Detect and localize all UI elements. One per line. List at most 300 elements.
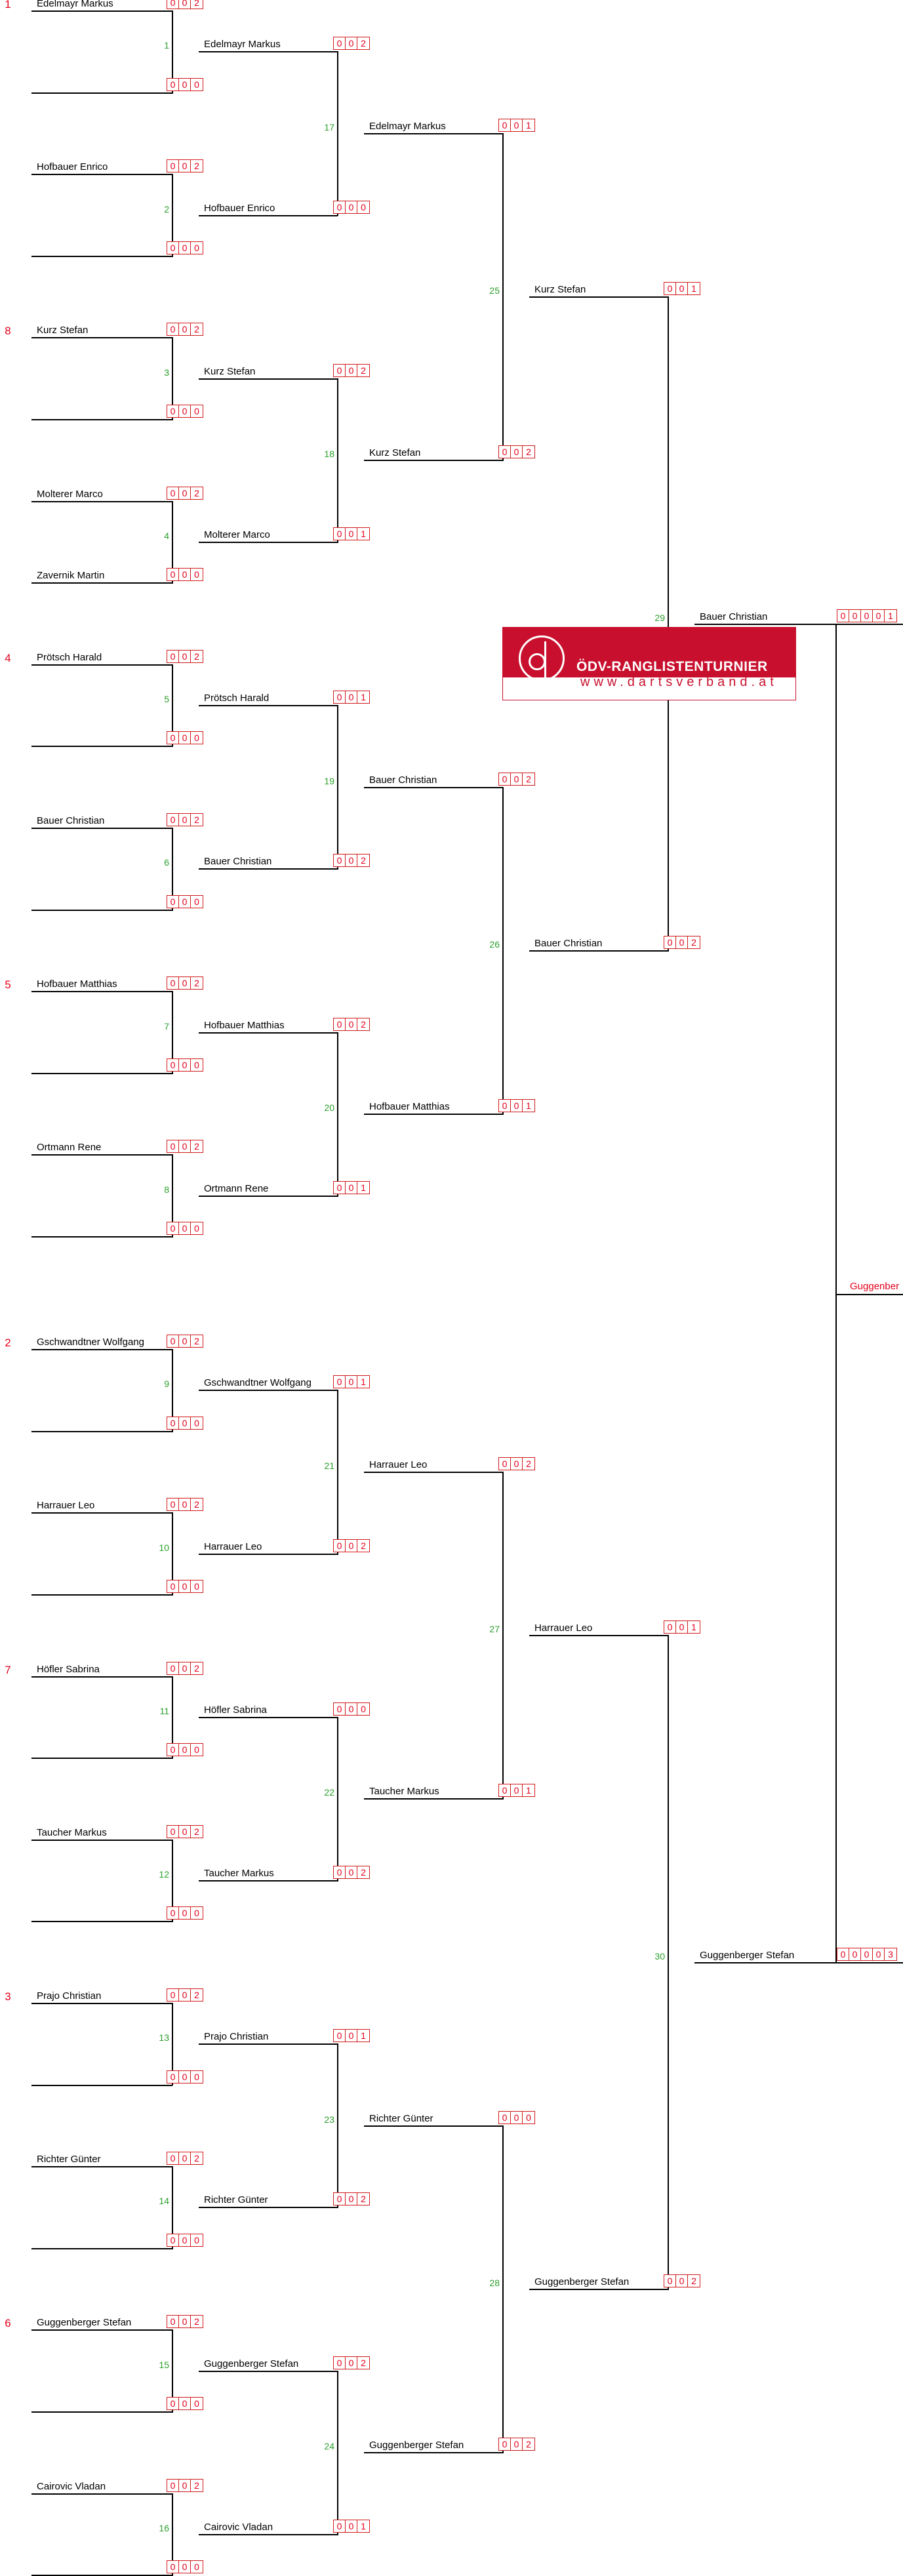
score-digit: 0	[179, 1417, 191, 1429]
score-box	[664, 2274, 700, 2287]
match-number: 23	[308, 2114, 334, 2125]
score-digit: 0	[179, 1662, 191, 1674]
match-line-bottom	[199, 542, 338, 543]
score-digit: 0	[191, 1417, 203, 1429]
score-digit: 2	[191, 1826, 203, 1838]
match-line-top	[364, 1472, 503, 1473]
match-line-bottom	[199, 1554, 338, 1555]
match-line-bottom	[31, 1073, 172, 1074]
match-line-top	[31, 1154, 172, 1156]
score-digit: 0	[334, 1866, 346, 1878]
score-digit: 0	[167, 1140, 179, 1152]
score-digit: 0	[179, 242, 191, 254]
match-line-top	[31, 2493, 172, 2495]
score-digit: 0	[191, 1059, 203, 1071]
score-digit: 0	[334, 1703, 346, 1715]
score-digit: 0	[499, 2438, 511, 2450]
score-digit: 0	[179, 0, 191, 9]
score-digit: 0	[334, 2193, 346, 2205]
match-number: 8	[143, 1184, 169, 1195]
final-line-bottom	[694, 1962, 903, 1963]
score-digit: 2	[191, 1335, 203, 1347]
score-digit: 0	[191, 2398, 203, 2409]
score-digit: 0	[167, 1059, 179, 1071]
player-name: Prötsch Harald	[37, 652, 102, 663]
score-digit: 0	[179, 2071, 191, 2083]
score-digit: 2	[357, 1866, 369, 1878]
score-digit: 0	[357, 1703, 369, 1715]
match-line-bottom	[31, 2411, 172, 2413]
score-box	[498, 1457, 535, 1470]
player-name: Guggenberger Stefan	[369, 2440, 464, 2451]
score-digit: 0	[179, 1826, 191, 1838]
match-line-bottom	[199, 868, 338, 870]
score-digit: 0	[334, 365, 346, 376]
match-number: 18	[308, 449, 334, 459]
score-digit: 1	[357, 1182, 369, 1194]
score-box	[167, 2234, 203, 2247]
player-name: Guggenberger Stefan	[204, 2358, 298, 2369]
match-line-top	[31, 2166, 172, 2167]
match-line-top	[199, 51, 338, 52]
score-digit: 0	[167, 569, 179, 580]
match-line-bottom	[31, 582, 172, 584]
score-digit: 0	[179, 2316, 191, 2327]
match-line-top	[199, 2371, 338, 2372]
score-digit: 0	[346, 2357, 357, 2369]
score-digit: 0	[191, 1907, 203, 1919]
match-connector	[337, 705, 338, 870]
tournament-logo	[502, 627, 796, 700]
match-line-bottom	[199, 2207, 338, 2208]
score-box	[333, 2192, 370, 2205]
score-digit: 0	[179, 1140, 191, 1152]
match-line-bottom	[364, 460, 503, 461]
match-number: 28	[473, 2278, 500, 2288]
match-connector	[337, 2043, 338, 2208]
score-digit: 0	[523, 2112, 534, 2123]
score-box	[167, 78, 203, 91]
score-box	[167, 976, 203, 990]
match-line-bottom	[199, 2534, 338, 2535]
match-connector	[668, 296, 669, 952]
score-digit: 0	[334, 201, 346, 213]
match-line-top	[364, 2125, 503, 2127]
match-number: 17	[308, 122, 334, 132]
player-name: Ortmann Rene	[204, 1183, 268, 1194]
score-digit: 0	[167, 2071, 179, 2083]
seed-number: 1	[1, 0, 15, 10]
score-digit: 0	[167, 1989, 179, 2001]
match-line-bottom	[199, 1196, 338, 1197]
player-name: Kurz Stefan	[204, 366, 255, 377]
score-digit: 0	[191, 896, 203, 908]
score-digit: 0	[167, 1222, 179, 1234]
score-digit: 0	[167, 1826, 179, 1838]
match-number: 21	[308, 1460, 334, 1471]
score-digit: 0	[167, 1499, 179, 1510]
player-name: Edelmayr Markus	[37, 0, 113, 9]
player-name: Höfler Sabrina	[204, 1704, 267, 1716]
match-line-top	[31, 2329, 172, 2331]
match-connector	[502, 2125, 504, 2453]
score-digit: 0	[861, 610, 873, 622]
score-digit: 0	[676, 1621, 688, 1633]
match-number: 16	[143, 2523, 169, 2533]
score-box	[498, 445, 535, 458]
match-line-top	[31, 1512, 172, 1514]
score-digit: 0	[167, 651, 179, 662]
score-digit: 1	[688, 283, 700, 294]
final-connector	[835, 624, 837, 1963]
match-line-bottom	[31, 2248, 172, 2249]
score-digit: 0	[346, 855, 357, 866]
darts-verband-emblem-icon	[519, 635, 565, 681]
match-line-top	[364, 133, 503, 134]
score-box	[167, 1988, 203, 2002]
score-digit: 0	[167, 1580, 179, 1592]
score-digit: 0	[179, 896, 191, 908]
score-digit: 0	[179, 160, 191, 172]
score-box	[167, 1140, 203, 1153]
score-digit: 0	[191, 1744, 203, 1756]
score-digit: 0	[167, 79, 179, 91]
match-number: 12	[143, 1869, 169, 1880]
player-name: Kurz Stefan	[534, 284, 586, 295]
match-line-bottom	[31, 419, 172, 420]
score-digit: 0	[511, 119, 523, 131]
score-box	[167, 1580, 203, 1593]
score-box	[333, 1539, 370, 1552]
score-digit: 0	[167, 2480, 179, 2491]
match-line-top	[199, 705, 338, 706]
score-digit: 0	[167, 242, 179, 254]
player-name: Harrauer Leo	[204, 1541, 262, 1552]
player-name: Guggenberger Stefan	[37, 2317, 131, 2328]
match-line-top	[31, 2003, 172, 2004]
match-number: 3	[143, 367, 169, 378]
score-digit: 0	[357, 201, 369, 213]
score-digit: 0	[334, 855, 346, 866]
score-digit: 0	[664, 936, 676, 948]
score-box	[167, 895, 203, 908]
score-digit: 2	[191, 814, 203, 826]
score-digit: 0	[664, 1621, 676, 1633]
score-digit: 0	[346, 1703, 357, 1715]
player-name: Hofbauer Enrico	[37, 161, 108, 172]
score-digit: 0	[346, 2030, 357, 2042]
score-digit: 0	[334, 1182, 346, 1194]
score-digit: 2	[191, 160, 203, 172]
score-digit: 0	[179, 2152, 191, 2164]
seed-number: 3	[1, 1991, 15, 2003]
seed-number: 6	[1, 2318, 15, 2329]
score-box	[167, 1825, 203, 1838]
match-line-top	[199, 1032, 338, 1034]
score-box	[167, 2479, 203, 2492]
score-box	[167, 2397, 203, 2410]
match-line-bottom	[199, 215, 338, 216]
score-box	[333, 691, 370, 704]
score-digit: 0	[499, 773, 511, 785]
match-line-top	[31, 1349, 172, 1350]
score-digit: 0	[179, 2480, 191, 2491]
score-digit: 0	[861, 1948, 873, 1960]
score-digit: 0	[346, 1376, 357, 1388]
score-digit: 0	[167, 1335, 179, 1347]
score-box	[167, 1058, 203, 1072]
score-digit: 2	[688, 936, 700, 948]
score-box	[333, 2029, 370, 2042]
score-digit: 0	[837, 1948, 849, 1960]
score-digit: 0	[334, 37, 346, 49]
score-digit: 0	[334, 528, 346, 540]
score-digit: 0	[167, 1744, 179, 1756]
score-digit: 0	[837, 610, 849, 622]
score-digit: 0	[179, 1989, 191, 2001]
score-digit: 2	[191, 2152, 203, 2164]
player-name: Bauer Christian	[534, 938, 602, 949]
score-digit: 2	[191, 487, 203, 499]
match-number: 10	[143, 1542, 169, 1553]
match-number: 26	[473, 939, 500, 950]
logo-url: www.dartsverband.at	[580, 675, 778, 690]
score-box	[498, 2438, 535, 2451]
match-line-top	[199, 1717, 338, 1718]
player-name: Kurz Stefan	[369, 447, 420, 458]
match-connector	[337, 1717, 338, 1882]
player-name: Harrauer Leo	[369, 1459, 427, 1470]
match-connector	[502, 133, 504, 461]
score-digit: 0	[664, 283, 676, 294]
champion-name: Guggenber	[850, 1281, 899, 1292]
match-number: 11	[143, 1706, 169, 1716]
score-digit: 0	[334, 2030, 346, 2042]
score-box	[167, 2315, 203, 2328]
match-line-top	[31, 10, 172, 12]
score-box	[167, 159, 203, 172]
score-digit: 0	[664, 2275, 676, 2287]
score-digit: 0	[179, 814, 191, 826]
match-line-bottom	[529, 950, 668, 952]
score-digit: 0	[499, 2112, 511, 2123]
score-digit: 0	[179, 1222, 191, 1234]
score-digit: 0	[511, 773, 523, 785]
match-line-bottom	[31, 1921, 172, 1922]
score-box	[167, 2560, 203, 2573]
match-line-top	[31, 991, 172, 992]
score-digit: 1	[523, 119, 534, 131]
match-connector	[337, 51, 338, 216]
score-box	[333, 1181, 370, 1194]
match-line-bottom	[364, 2452, 503, 2453]
score-digit: 0	[179, 1580, 191, 1592]
score-box	[333, 2520, 370, 2533]
match-line-bottom	[31, 92, 172, 94]
score-box	[167, 731, 203, 744]
score-digit: 2	[523, 446, 534, 458]
score-digit: 0	[511, 2438, 523, 2450]
score-digit: 0	[179, 1335, 191, 1347]
player-name: Molterer Marco	[37, 489, 103, 500]
player-name: Hofbauer Matthias	[369, 1101, 450, 1112]
score-box	[333, 527, 370, 540]
score-digit: 2	[357, 365, 369, 376]
player-name: Gschwandtner Wolfgang	[37, 1337, 144, 1348]
score-box	[498, 1099, 535, 1112]
match-line-top	[31, 828, 172, 829]
match-line-top	[199, 2043, 338, 2045]
player-name: Taucher Markus	[37, 1827, 107, 1838]
score-digit: 0	[167, 2316, 179, 2327]
score-box	[167, 2070, 203, 2083]
score-box	[167, 1662, 203, 1675]
match-line-bottom	[199, 1880, 338, 1882]
score-digit: 0	[676, 283, 688, 294]
score-digit: 0	[191, 79, 203, 91]
match-number: 24	[308, 2441, 334, 2451]
player-name: Bauer Christian	[37, 815, 104, 826]
score-digit: 0	[179, 323, 191, 335]
score-digit: 0	[179, 487, 191, 499]
match-line-top	[31, 337, 172, 338]
score-digit: 2	[191, 1662, 203, 1674]
score-digit: 2	[523, 2438, 534, 2450]
score-digit: 2	[357, 1540, 369, 1552]
match-line-bottom	[31, 910, 172, 911]
score-digit: 0	[676, 2275, 688, 2287]
score-box	[664, 936, 700, 949]
score-digit: 0	[334, 1376, 346, 1388]
score-digit: 0	[346, 1018, 357, 1030]
score-digit: 0	[849, 1948, 861, 1960]
logo-title: ÖDV-RANGLISTENTURNIER	[576, 659, 768, 675]
match-line-top	[31, 501, 172, 502]
score-digit: 0	[346, 365, 357, 376]
match-connector	[502, 787, 504, 1115]
seed-number: 4	[1, 653, 15, 664]
player-name: Gschwandtner Wolfgang	[204, 1377, 311, 1388]
score-digit: 1	[523, 1100, 534, 1112]
score-digit: 0	[346, 1540, 357, 1552]
match-line-top	[364, 787, 503, 788]
score-digit: 0	[179, 651, 191, 662]
match-number: 2	[143, 204, 169, 214]
player-name: Taucher Markus	[369, 1786, 439, 1797]
match-number: 1	[143, 40, 169, 50]
score-box	[167, 1906, 203, 1920]
match-number: 15	[143, 2360, 169, 2370]
score-digit: 2	[523, 773, 534, 785]
score-box	[333, 364, 370, 377]
score-digit: 1	[357, 2030, 369, 2042]
score-digit: 0	[167, 732, 179, 744]
score-digit: 2	[357, 2357, 369, 2369]
score-digit: 0	[167, 487, 179, 499]
score-digit: 2	[191, 323, 203, 335]
score-box	[167, 323, 203, 336]
match-number: 6	[143, 857, 169, 868]
score-digit: 0	[334, 2357, 346, 2369]
score-digit: 0	[191, 405, 203, 417]
score-box	[167, 568, 203, 581]
score-box	[167, 1417, 203, 1430]
score-digit: 2	[191, 1499, 203, 1510]
seed-number: 8	[1, 325, 15, 337]
score-digit: 1	[357, 2520, 369, 2532]
score-digit: 0	[179, 1059, 191, 1071]
score-box	[498, 119, 535, 132]
score-digit: 0	[334, 1018, 346, 1030]
score-digit: 0	[167, 405, 179, 417]
score-box	[167, 487, 203, 500]
score-digit: 0	[167, 0, 179, 9]
player-name: Prötsch Harald	[204, 693, 269, 704]
score-digit: 0	[191, 2071, 203, 2083]
player-name: Richter Günter	[37, 2154, 101, 2165]
match-line-bottom	[31, 2085, 172, 2086]
score-box	[333, 1866, 370, 1879]
score-digit: 2	[357, 37, 369, 49]
score-digit: 0	[676, 936, 688, 948]
match-number: 14	[143, 2196, 169, 2206]
score-digit: 0	[334, 691, 346, 703]
match-line-top	[199, 378, 338, 380]
score-digit: 0	[179, 732, 191, 744]
score-box	[498, 2111, 535, 2124]
player-name: Hofbauer Matthias	[204, 1020, 285, 1031]
score-digit: 0	[346, 528, 357, 540]
match-line-top	[31, 664, 172, 666]
score-digit: 0	[179, 977, 191, 989]
score-digit: 1	[688, 1621, 700, 1633]
score-box	[167, 1222, 203, 1235]
champion-line	[837, 1294, 903, 1295]
score-digit: 0	[179, 2234, 191, 2246]
player-name: Hofbauer Enrico	[204, 203, 275, 214]
score-digit: 0	[499, 1784, 511, 1796]
score-box	[167, 1743, 203, 1756]
player-name: Guggenberger Stefan	[700, 1950, 794, 1961]
score-box	[333, 37, 370, 50]
score-digit: 0	[511, 1100, 523, 1112]
score-digit: 0	[179, 2398, 191, 2409]
score-digit: 0	[179, 1907, 191, 1919]
match-number: 25	[473, 285, 500, 296]
match-line-top	[529, 1635, 668, 1636]
score-box	[167, 1335, 203, 1348]
score-box	[333, 2356, 370, 2369]
score-digit: 0	[511, 2112, 523, 2123]
score-digit: 0	[191, 1222, 203, 1234]
final-line-top	[694, 624, 903, 625]
score-digit: 0	[167, 1907, 179, 1919]
player-name: Ortmann Rene	[37, 1142, 101, 1153]
match-connector	[337, 378, 338, 543]
seed-number: 2	[1, 1337, 15, 1349]
score-box	[167, 405, 203, 418]
score-box	[333, 854, 370, 867]
score-digit: 0	[334, 1540, 346, 1552]
match-number: 13	[143, 2032, 169, 2043]
match-connector	[337, 1032, 338, 1197]
score-digit: 0	[346, 2193, 357, 2205]
player-name: Molterer Marco	[204, 529, 270, 540]
score-digit: 2	[688, 2275, 700, 2287]
score-digit: 1	[357, 691, 369, 703]
score-digit: 0	[167, 2152, 179, 2164]
match-connector	[337, 2371, 338, 2535]
